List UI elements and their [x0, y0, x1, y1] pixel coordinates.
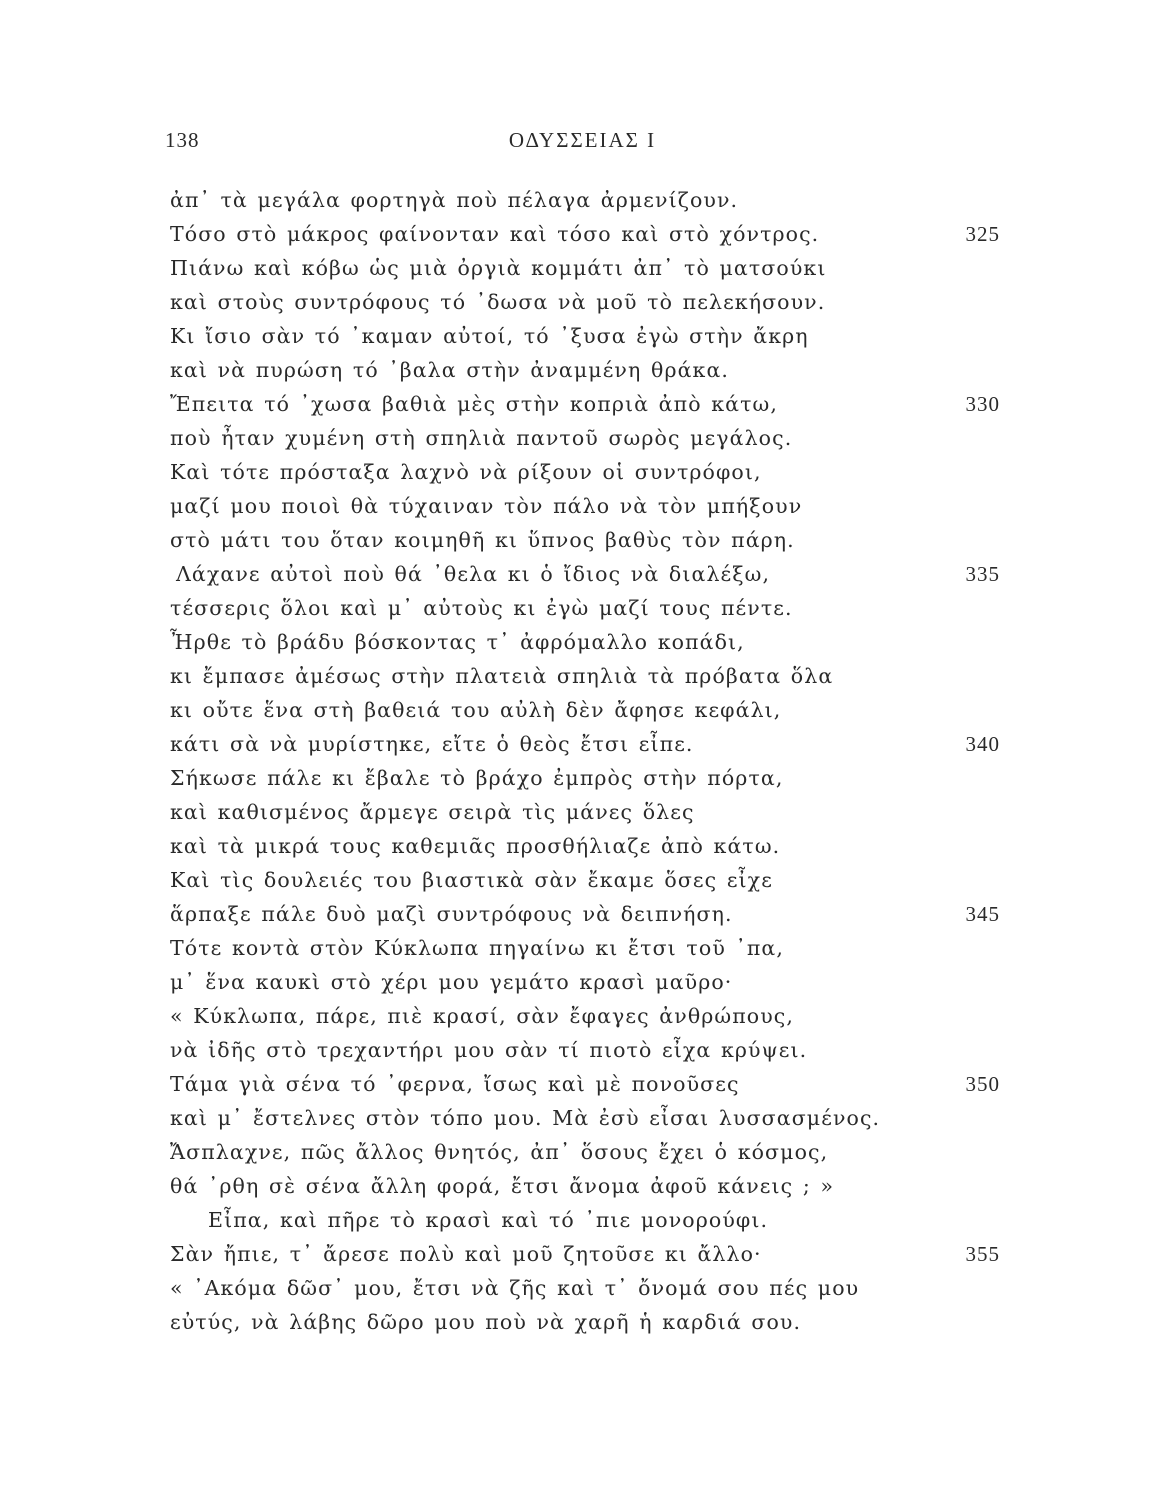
- verse-line: [170, 863, 1000, 897]
- verse-line: [170, 1305, 1000, 1339]
- verse-text: κάτι σὰ νὰ μυρίστηκε, εἴτε ὁ θεὸς ἔτσι εἶπε.: [170, 732, 694, 756]
- verse-text: τέσσερις ὅλοι καὶ μ᾿ αὐτοὺς κι ἐγὼ μαζί τους πέντε.: [170, 596, 793, 620]
- verse-line: [170, 1067, 1000, 1101]
- verse-line: [170, 455, 1000, 489]
- verse-line: [170, 897, 1000, 931]
- verse-text: Εἶπα, καὶ πῆρε τὸ κρασὶ καὶ τό ᾿πιε μονορούφι.: [208, 1208, 769, 1232]
- page-number: 138: [165, 128, 200, 152]
- verse-line: [170, 523, 1000, 557]
- verse-text: κι οὔτε ἕνα στὴ βαθειά του αὐλὴ δὲν ἄφησε κεφάλι,: [170, 698, 782, 722]
- line-number: 350: [965, 1072, 1000, 1096]
- verse-line: [170, 183, 1000, 217]
- running-head: ΟΔΥΣΣΕΙΑΣ Ι: [508, 128, 657, 152]
- verse-text: ποὺ ἦταν χυμένη στὴ σπηλιὰ παντοῦ σωρὸς μεγάλος.: [170, 426, 793, 450]
- verse-line: [170, 1203, 1000, 1237]
- verse-text: Καὶ τὶς δουλειές του βιαστικὰ σὰν ἔκαμε ὅσες εἶχε: [170, 868, 773, 892]
- verse-line: [170, 489, 1000, 523]
- verse-line: [170, 1101, 1000, 1135]
- verse-line: [170, 387, 1000, 421]
- verse-line: [170, 1271, 1000, 1305]
- verse-text: κι ἔμπασε ἀμέσως στὴν πλατειὰ σπηλιὰ τὰ πρόβατα ὅλα: [170, 664, 834, 688]
- verse-text: ἀπ᾿ τὰ μεγάλα φορτηγὰ ποὺ πέλαγα ἀρμενίζουν.: [170, 188, 739, 212]
- verse-line: [170, 625, 1000, 659]
- verse-line: [170, 965, 1000, 999]
- verse-text: Τότε κοντὰ στὸν Κύκλωπα πηγαίνω κι ἔτσι τοῦ ᾿πα,: [170, 936, 784, 960]
- verse-text: « ᾿Ακόμα δῶσ᾿ μου, ἔτσι νὰ ζῆς καὶ τ᾿ ὄνομά σου πές μου: [170, 1276, 860, 1300]
- verse-text: καὶ καθισμένος ἄρμεγε σειρὰ τὶς μάνες ὅλες: [170, 800, 695, 824]
- verse-line: [170, 659, 1000, 693]
- verse-text: καὶ νὰ πυρώση τό ᾿βαλα στὴν ἀναμμένη θράκα.: [170, 358, 730, 382]
- line-number: 355: [965, 1242, 1000, 1266]
- line-number: 330: [965, 392, 1000, 416]
- verse-text: καὶ μ᾿ ἔστελνες στὸν τόπο μου. Μὰ ἐσὺ εἶσαι λυσσασμένος.: [170, 1106, 881, 1130]
- verse-line: [170, 319, 1000, 353]
- verse-line: [170, 591, 1000, 625]
- verse-text: Σὰν ἤπιε, τ᾿ ἄρεσε πολὺ καὶ μοῦ ζητοῦσε κι ἄλλο·: [170, 1242, 762, 1266]
- verse-text: καὶ στοὺς συντρόφους τό ᾿δωσα νὰ μοῦ τὸ πελεκήσουν.: [170, 290, 826, 314]
- verse-text: Κι ἴσιο σὰν τό ᾿καμαν αὐτοί, τό ᾿ξυσα ἐγὼ στὴν ἄκρη: [170, 324, 809, 348]
- verse-text: « Κύκλωπα, πάρε, πιὲ κρασί, σὰν ἔφαγες ἀνθρώπους,: [170, 1004, 795, 1028]
- verse-text: Καὶ τότε πρόσταξα λαχνὸ νὰ ρίξουν οἱ συντρόφοι,: [170, 460, 762, 484]
- line-number: 340: [965, 732, 1000, 756]
- verse-text: ἅρπαξε πάλε δυὸ μαζὶ συντρόφους νὰ δειπνήση.: [170, 902, 733, 926]
- verse-text: Ἄσπλαχνε, πῶς ἄλλος θνητός, ἀπ᾿ ὅσους ἔχει ὁ κόσμος,: [170, 1140, 829, 1164]
- verse-text: Ἔπειτα τό ᾿χωσα βαθιὰ μὲς στὴν κοπριὰ ἀπὸ κάτω,: [170, 392, 778, 416]
- verse-line: [170, 217, 1000, 251]
- page-header: [165, 128, 1000, 158]
- verse-list: [170, 183, 1000, 1339]
- verse-line: [170, 795, 1000, 829]
- verse-text: θά ᾿ρθη σὲ σένα ἄλλη φορά, ἔτσι ἄνομα ἀφοῦ κάνεις ; »: [170, 1174, 835, 1198]
- verse-line: [170, 557, 1000, 591]
- verse-line: [170, 1033, 1000, 1067]
- verse-line: [170, 285, 1000, 319]
- verse-text: Λάχανε αὐτοὶ ποὺ θά ᾿θελα κι ὁ ἴδιος νὰ διαλέξω,: [176, 562, 771, 586]
- verse-line: [170, 353, 1000, 387]
- line-number: 345: [965, 902, 1000, 926]
- verse-text: Πιάνω καὶ κόβω ὡς μιὰ ὀργιὰ κομμάτι ἀπ᾿ τὸ ματσούκι: [170, 256, 827, 280]
- verse-text: Τάμα γιὰ σένα τό ᾿φερνα, ἴσως καὶ μὲ πονοῦσες: [170, 1072, 740, 1096]
- verse-line: [170, 931, 1000, 965]
- verse-text: καὶ τὰ μικρά τους καθεμιᾶς προσθήλιαζε ἀπὸ κάτω.: [170, 834, 781, 858]
- verse-line: [170, 1237, 1000, 1271]
- verse-text: Σήκωσε πάλε κι ἔβαλε τὸ βράχο ἐμπρὸς στὴν πόρτα,: [170, 766, 784, 790]
- verse-line: [170, 829, 1000, 863]
- verse-text: εὐτύς, νὰ λάβης δῶρο μου ποὺ νὰ χαρῆ ἡ καρδιά σου.: [170, 1310, 802, 1334]
- verse-line: [170, 761, 1000, 795]
- verse-line: [170, 421, 1000, 455]
- verse-text: Ἦρθε τὸ βράδυ βόσκοντας τ᾿ ἀφρόμαλλο κοπάδι,: [170, 630, 745, 654]
- verse-line: [170, 251, 1000, 285]
- verse-line: [170, 1135, 1000, 1169]
- line-number: 335: [965, 562, 1000, 586]
- verse-line: [170, 693, 1000, 727]
- verse-text: Τόσο στὸ μάκρος φαίνονταν καὶ τόσο καὶ στὸ χόντρος.: [170, 222, 820, 246]
- verse-text: νὰ ἰδῆς στὸ τρεχαντήρι μου σὰν τί πιοτὸ εἶχα κρύψει.: [170, 1038, 808, 1062]
- verse-line: [170, 999, 1000, 1033]
- verse-text: μ᾿ ἕνα καυκὶ στὸ χέρι μου γεμάτο κρασὶ μαῦρο·: [170, 970, 733, 994]
- verse-text: μαζί μου ποιοὶ θὰ τύχαιναν τὸν πάλο νὰ τὸν μπήξουν: [170, 494, 803, 518]
- verse-line: [170, 1169, 1000, 1203]
- verse-line: [170, 727, 1000, 761]
- verse-text: στὸ μάτι του ὅταν κοιμηθῆ κι ὕπνος βαθὺς τὸν πάρη.: [170, 528, 795, 552]
- line-number: 325: [965, 222, 1000, 246]
